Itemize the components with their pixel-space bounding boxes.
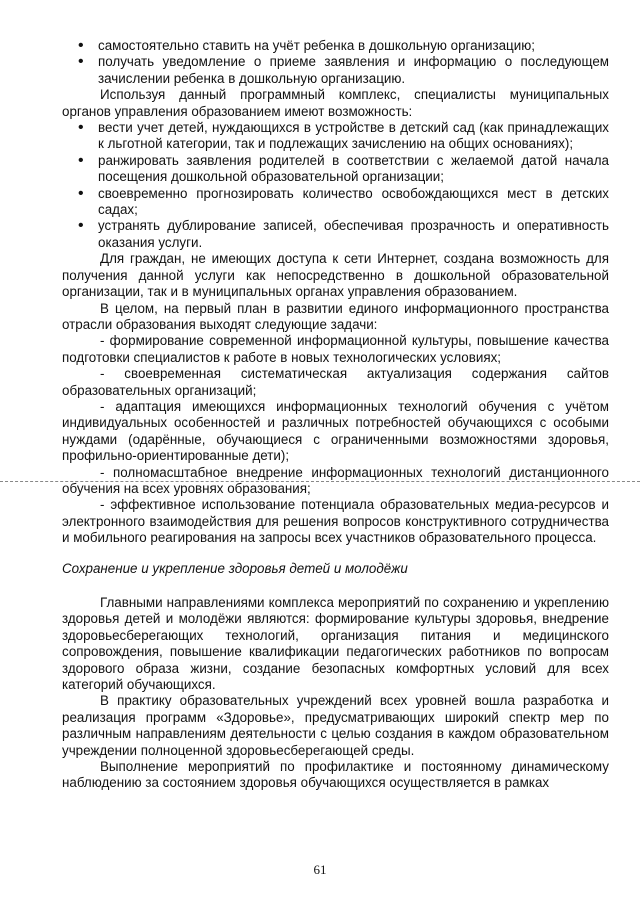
document-page xyxy=(62,38,609,792)
bullet-item: • получать уведомление о приеме заявления и информацию о последующем зачислении ребенка в дошкольную организацию. xyxy=(62,54,609,87)
paragraph: Для граждан, не имеющих доступа к сети Интернет, создана возможность для получения данной услуги как непосредственно в дошкольной образовательной организации, так и в муниципальных органах управления образованием. xyxy=(62,251,609,300)
bullet-item: • вести учет детей, нуждающихся в устройстве в детский сад (как принадлежащих к льготной категории, так и подлежащих зачислению на общих основаниях); xyxy=(62,120,609,153)
bullet-item: • ранжировать заявления родителей в соответствии с желаемой датой начала посещения дошкольной образовательной организации; xyxy=(62,153,609,186)
bullet-item: • устранять дублирование записей, обеспечивая прозрачность и оперативность оказания услуги. xyxy=(62,218,609,251)
bullet-list-top xyxy=(62,38,609,87)
paragraph: Выполнение мероприятий по профилактике и постоянному динамическому наблюдению за состоянием здоровья обучающихся осуществляется в рамках xyxy=(62,759,609,791)
paragraph: Главными направлениями комплекса мероприятий по сохранению и укреплению здоровья детей и молодёжи являются: формирование культуры здоровья, внедрение здоровьесберегающих технологий, организация питания и медицинского сопровождения, повышение квалификации педагогических работников по вопросам здорового образа жизни, создание безопасных комфортных условий для всех категорий обучающихся. xyxy=(62,595,609,693)
scan-artifact-row xyxy=(62,465,609,498)
task-item: - формирование современной информационной культуры, повышение качества подготовки специалистов к работе в новых технологических условиях; xyxy=(62,333,609,365)
paragraph: В целом, на первый план в развитии единого информационного пространства отрасли образования выходят следующие задачи: xyxy=(62,300,609,332)
section-heading: Сохранение и укрепление здоровья детей и молодёжи xyxy=(62,560,408,576)
task-item: - эффективное использование потенциала образовательных медиа-ресурсов и электронного взаимодействия для решения вопросов конструктивного сотрудничества и мобильного реагирования на запросы всех участников образовательного процесса. xyxy=(62,497,609,546)
task-item: - адаптация имеющихся информационных технологий обучения с учётом индивидуальных особенностей и различных потребностей обучающихся с особыми нуждами (одарённые, обучающиеся с ограниченными возможностями здоровья, профильно-ориентированные дети); xyxy=(62,398,609,464)
task-item: - своевременная систематическая актуализация содержания сайтов образовательных организаций; xyxy=(62,366,609,398)
page-number: 61 xyxy=(313,862,327,877)
bullet-list-mid xyxy=(62,120,609,251)
paragraph: Используя данный программный комплекс, специалисты муниципальных органов управления образованием имеют возможность: xyxy=(62,87,609,119)
task-item: - полномасштабное внедрение информационных технологий дистанционного обучения на всех уровнях образования; xyxy=(62,464,609,496)
scan-line xyxy=(0,481,640,482)
bullet-item: • своевременно прогнозировать количество освобождающихся мест в детских садах; xyxy=(62,186,609,219)
bullet-item: • самостоятельно ставить на учёт ребенка в дошкольную организацию; xyxy=(62,38,609,54)
paragraph: В практику образовательных учреждений всех уровней вошла разработка и реализация программ «Здоровье», предусматривающих широкий спектр мер по различным направлениям деятельности с целью создания в каждом образовательном учреждении полноценной здоровьесберегающей среды. xyxy=(62,693,609,758)
